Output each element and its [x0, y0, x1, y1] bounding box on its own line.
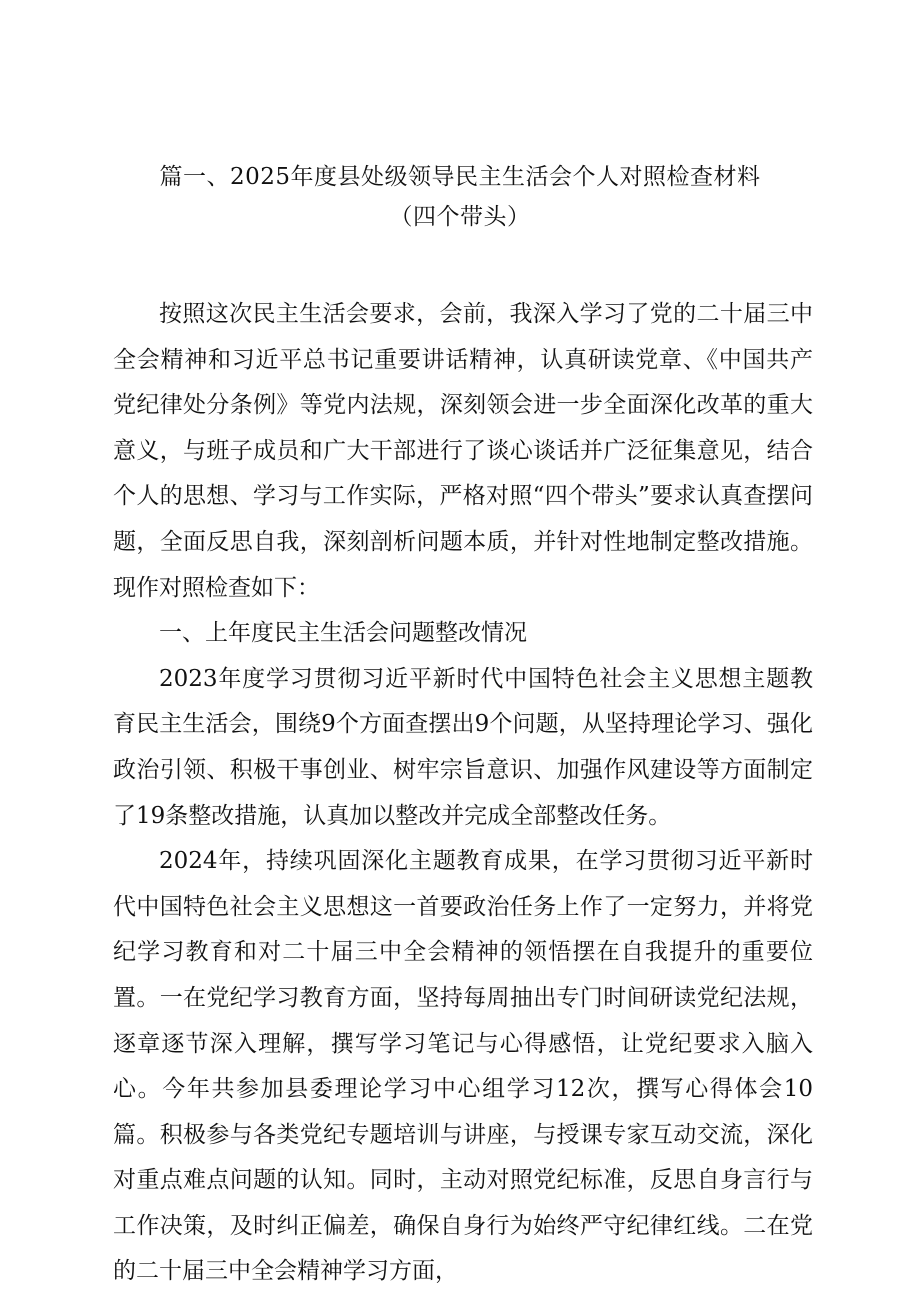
paragraph-2023-rectification: 2023年度学习贯彻习近平新时代中国特色社会主义思想主题教育民主生活会，围绕9个方面查摆出9个问题，从坚持理论学习、强化政治引领、积极干事创业、树牢宗旨意识、加强作风建设等方面制定了19条整改措施，认真加以整改并完成全部整改任务。 [113, 665, 813, 829]
section-heading: 一、上年度民主生活会问题整改情况 [159, 620, 527, 647]
document-body [113, 292, 813, 1295]
intro-paragraph: 按照这次民主生活会要求，会前，我深入学习了党的二十届三中全会精神和习近平总书记重要讲话精神，认真研读党章、《中国共产党纪律处分条例》等党内法规，深刻领会进一步全面深化改革的重大意义，与班子成员和广大干部进行了谈心谈话并广泛征集意见，结合个人的思想、学习与工作实际，严格对照“四个带头”要求认真查摆问题，全面反思自我，深刻剖析问题本质，并针对性地制定整改措施。现作对照检查如下： [113, 301, 813, 601]
document-subtitle: （四个带头） [389, 204, 531, 230]
document-title: 篇一、2025年度县处级领导民主生活会个人对照检查材料 [159, 164, 761, 190]
paragraph-2024-progress: 2024年，持续巩固深化主题教育成果，在学习贯彻习近平新时代中国特色社会主义思想这一首要政治任务上作了一定努力，并将党纪学习教育和对二十届三中全会精神的领悟摆在自我提升的重要位置。一在党纪学习教育方面，坚持每周抽出专门时间研读党纪法规，逐章逐节深入理解，撰写学习笔记与心得感悟，让党纪要求入脑入心。今年共参加县委理论学习中心组学习12次，撰写心得体会10篇。积极参与各类党纪专题培训与讲座，与授课专家互动交流，深化对重点难点问题的认知。同时，主动对照党纪标准，反思自身言行与工作决策，及时纠正偏差，确保自身行为始终严守纪律红线。二在党的二十届三中全会精神学习方面， [113, 848, 813, 1285]
